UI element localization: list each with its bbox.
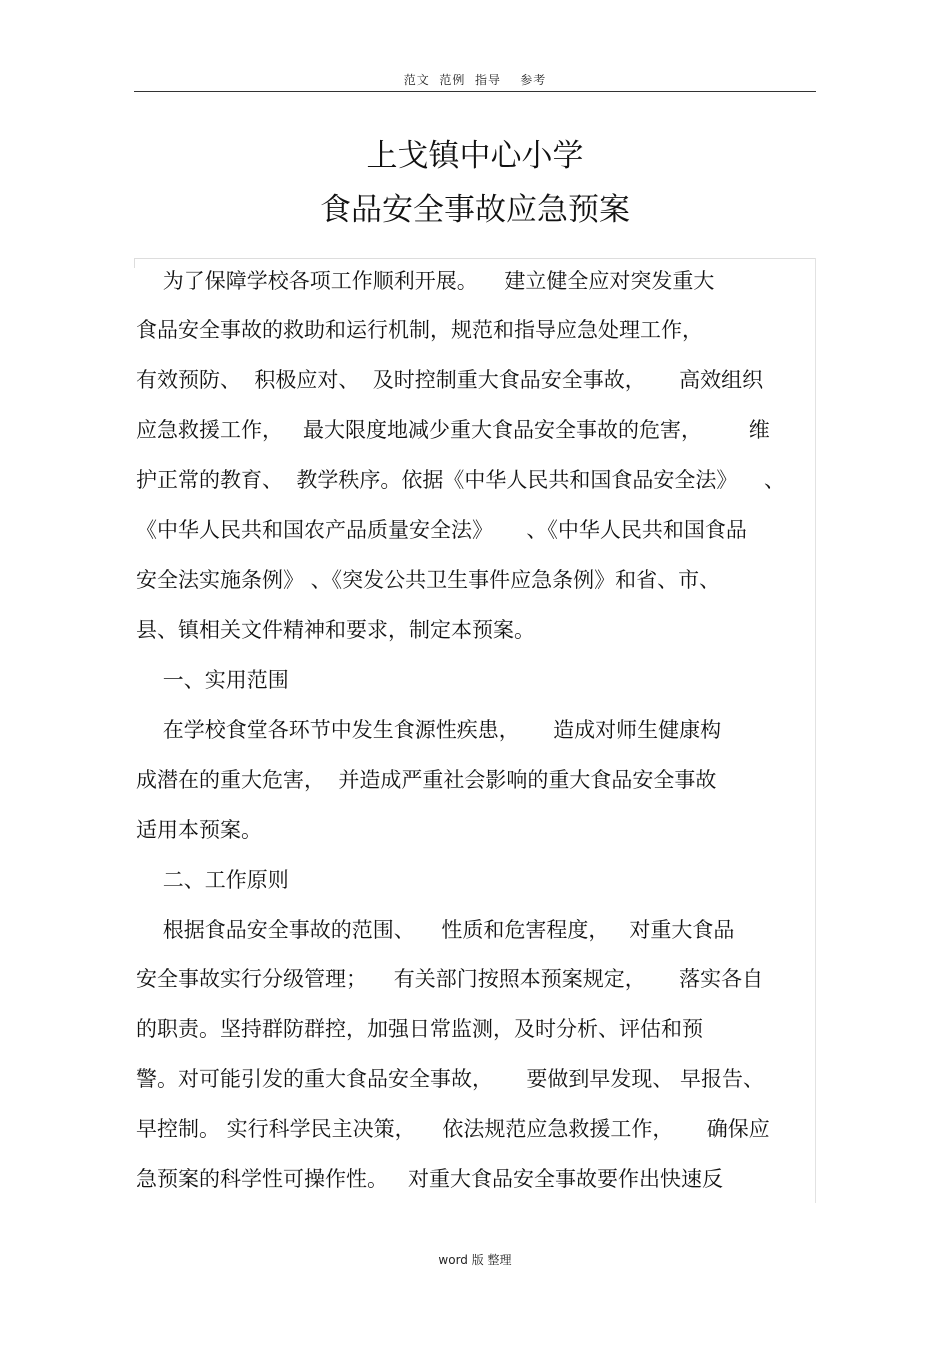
body-line: 早控制。 实行科学民主决策， 依法规范应急救援工作， 确保应 bbox=[136, 1117, 770, 1141]
body-line: 应急救援工作， 最大限度地减少重大食品安全事故的危害， 维 bbox=[136, 418, 770, 442]
page-footer: word 版 整理 bbox=[438, 1253, 512, 1267]
section-heading-scope: 一、实用范围 bbox=[136, 668, 289, 692]
body-line: 安全法实施条例》 、《突发公共卫生事件应急条例》和省、市、 bbox=[136, 568, 721, 592]
body-line: 适用本预案。 bbox=[136, 818, 262, 842]
body-line: 县、镇相关文件精神和要求，制定本预案。 bbox=[136, 618, 535, 642]
page-header: 范文 范例 指导 参考 bbox=[403, 73, 547, 87]
document-title-school: 上戈镇中心小学 bbox=[366, 138, 584, 174]
header-divider bbox=[134, 91, 816, 92]
text-frame-right-border bbox=[815, 258, 816, 1203]
body-line: 根据食品安全事故的范围、 性质和危害程度， 对重大食品 bbox=[136, 918, 735, 942]
body-line: 为了保障学校各项工作顺利开展。 建立健全应对突发重大 bbox=[136, 269, 715, 293]
body-line: 护正常的教育、 教学秩序。依据《中华人民共和国食品安全法》 、 bbox=[136, 468, 786, 492]
body-line: 成潜在的重大危害， 并造成严重社会影响的重大食品安全事故 bbox=[136, 768, 717, 792]
body-line: 《中华人民共和国农产品质量安全法》 、《中华人民共和国食品 bbox=[136, 518, 747, 542]
body-line: 有效预防、 积极应对、 及时控制重大食品安全事故， 高效组织 bbox=[136, 368, 764, 392]
body-line: 的职责。坚持群防群控，加强日常监测，及时分析、评估和预 bbox=[136, 1017, 703, 1041]
body-line: 食品安全事故的救助和运行机制，规范和指导应急处理工作， bbox=[136, 318, 703, 342]
body-line: 警。对可能引发的重大食品安全事故， 要做到早发现、 早报告、 bbox=[136, 1067, 765, 1091]
body-line: 安全事故实行分级管理； 有关部门按照本预案规定， 落实各自 bbox=[136, 967, 764, 991]
text-frame-left-border bbox=[134, 258, 135, 268]
text-frame-top-border bbox=[134, 258, 816, 259]
section-heading-principles: 二、工作原则 bbox=[136, 868, 289, 892]
body-line: 在学校食堂各环节中发生食源性疾患， 造成对师生健康构 bbox=[136, 718, 722, 742]
document-title-plan: 食品安全事故应急预案 bbox=[320, 192, 630, 228]
body-line: 急预案的科学性可操作性。 对重大食品安全事故要作出快速反 bbox=[136, 1167, 724, 1191]
